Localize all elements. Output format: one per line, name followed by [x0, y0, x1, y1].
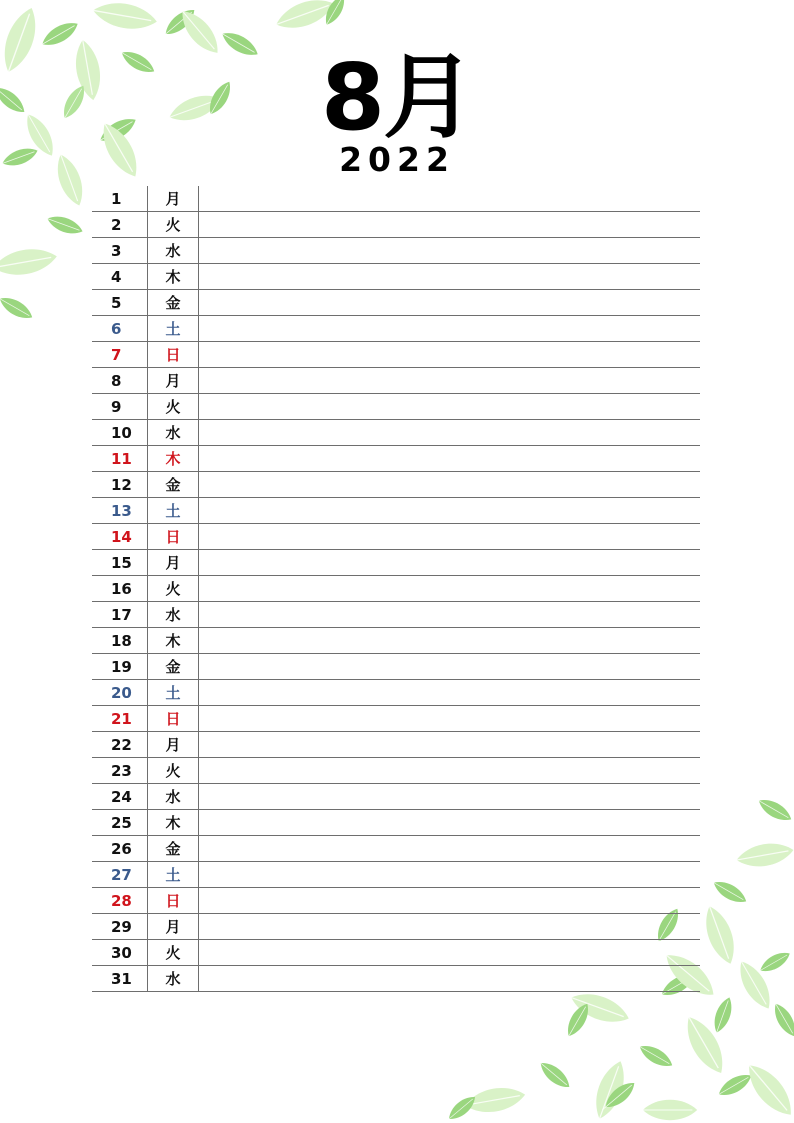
- table-row: [92, 810, 700, 836]
- note-cell[interactable]: [199, 940, 700, 965]
- leaf-icon: [533, 1055, 574, 1093]
- table-row: [92, 316, 700, 342]
- leaf-icon: [728, 839, 794, 872]
- leaf-icon: [767, 996, 794, 1039]
- day-number: 8: [92, 368, 148, 393]
- weekday-label: 月: [148, 368, 199, 393]
- day-number: 26: [92, 836, 148, 861]
- leaf-icon: [696, 896, 741, 968]
- note-cell[interactable]: [199, 342, 700, 367]
- day-number: 19: [92, 654, 148, 679]
- day-number: 13: [92, 498, 148, 523]
- table-row: [92, 966, 700, 992]
- weekday-label: 日: [148, 888, 199, 913]
- table-row: [92, 706, 700, 732]
- table-row: [92, 732, 700, 758]
- day-number: 4: [92, 264, 148, 289]
- note-cell[interactable]: [199, 420, 700, 445]
- day-number: 14: [92, 524, 148, 549]
- day-number: 9: [92, 394, 148, 419]
- table-row: [92, 940, 700, 966]
- day-number: 11: [92, 446, 148, 471]
- day-number: 21: [92, 706, 148, 731]
- note-cell[interactable]: [199, 472, 700, 497]
- note-cell[interactable]: [199, 316, 700, 341]
- leaf-icon: [560, 1000, 593, 1043]
- weekday-label: 水: [148, 238, 199, 263]
- table-row: [92, 602, 700, 628]
- day-number: 27: [92, 862, 148, 887]
- note-cell[interactable]: [199, 264, 700, 289]
- table-row: [92, 836, 700, 862]
- table-row: [92, 888, 700, 914]
- table-row: [92, 238, 700, 264]
- table-row: [92, 472, 700, 498]
- weekday-label: 月: [148, 914, 199, 939]
- note-cell[interactable]: [199, 862, 700, 887]
- leaf-icon: [84, 0, 159, 34]
- table-row: [92, 784, 700, 810]
- note-cell[interactable]: [199, 758, 700, 783]
- weekday-label: 土: [148, 498, 199, 523]
- leaf-icon: [0, 244, 59, 280]
- day-number: 10: [92, 420, 148, 445]
- note-cell[interactable]: [199, 498, 700, 523]
- table-row: [92, 862, 700, 888]
- table-row: [92, 550, 700, 576]
- table-row: [92, 680, 700, 706]
- weekday-label: 金: [148, 290, 199, 315]
- leaf-icon: [632, 1038, 675, 1071]
- note-cell[interactable]: [199, 706, 700, 731]
- weekday-label: 木: [148, 810, 199, 835]
- table-row: [92, 758, 700, 784]
- day-number: 25: [92, 810, 148, 835]
- leaf-icon: [709, 995, 736, 1039]
- weekday-label: 火: [148, 758, 199, 783]
- table-row: [92, 212, 700, 238]
- leaf-icon: [598, 1078, 639, 1116]
- weekday-label: 火: [148, 576, 199, 601]
- weekday-label: 日: [148, 706, 199, 731]
- note-cell[interactable]: [199, 966, 700, 991]
- day-number: 18: [92, 628, 148, 653]
- weekday-label: 日: [148, 524, 199, 549]
- weekday-label: 金: [148, 472, 199, 497]
- day-number: 28: [92, 888, 148, 913]
- day-number: 5: [92, 290, 148, 315]
- note-cell[interactable]: [199, 810, 700, 835]
- year-title: 2022: [339, 140, 455, 179]
- day-number: 2: [92, 212, 148, 237]
- day-number: 6: [92, 316, 148, 341]
- note-cell[interactable]: [199, 576, 700, 601]
- table-row: [92, 524, 700, 550]
- note-cell[interactable]: [199, 394, 700, 419]
- leaf-icon: [319, 0, 349, 31]
- day-number: 23: [92, 758, 148, 783]
- note-cell[interactable]: [199, 914, 700, 939]
- leaf-icon: [751, 792, 794, 825]
- weekday-label: 木: [148, 264, 199, 289]
- note-cell[interactable]: [199, 212, 700, 237]
- table-row: [92, 654, 700, 680]
- note-cell[interactable]: [199, 446, 700, 471]
- day-number: 24: [92, 784, 148, 809]
- table-row: [92, 914, 700, 940]
- weekday-label: 月: [148, 186, 199, 211]
- note-cell[interactable]: [199, 888, 700, 913]
- table-row: [92, 290, 700, 316]
- leaf-icon: [41, 211, 85, 238]
- day-number: 22: [92, 732, 148, 757]
- weekday-label: 月: [148, 732, 199, 757]
- day-number: 29: [92, 914, 148, 939]
- note-cell[interactable]: [199, 836, 700, 861]
- table-row: [92, 446, 700, 472]
- note-cell[interactable]: [199, 680, 700, 705]
- day-number: 31: [92, 966, 148, 991]
- note-cell[interactable]: [199, 290, 700, 315]
- leaf-icon: [675, 1004, 732, 1079]
- weekday-label: 木: [148, 446, 199, 471]
- table-row: [92, 420, 700, 446]
- note-cell[interactable]: [199, 784, 700, 809]
- note-cell[interactable]: [199, 628, 700, 653]
- leaf-icon: [171, 0, 226, 59]
- month-title: 8月: [320, 44, 473, 151]
- table-row: [92, 628, 700, 654]
- day-number: 1: [92, 186, 148, 211]
- leaf-icon: [586, 1057, 631, 1123]
- leaf-icon: [706, 874, 749, 907]
- leaf-icon: [266, 0, 338, 38]
- note-cell[interactable]: [199, 524, 700, 549]
- table-row: [92, 368, 700, 394]
- table-row: [92, 186, 700, 212]
- day-number: 30: [92, 940, 148, 965]
- note-cell[interactable]: [199, 550, 700, 575]
- leaf-icon: [636, 1100, 697, 1120]
- table-row: [92, 576, 700, 602]
- leaf-icon: [158, 5, 199, 43]
- weekday-label: 土: [148, 316, 199, 341]
- day-number: 7: [92, 342, 148, 367]
- weekday-label: 月: [148, 550, 199, 575]
- schedule-table: [92, 186, 700, 992]
- day-number: 17: [92, 602, 148, 627]
- note-cell[interactable]: [199, 654, 700, 679]
- weekday-label: 水: [148, 602, 199, 627]
- note-cell[interactable]: [199, 238, 700, 263]
- weekday-label: 火: [148, 394, 199, 419]
- weekday-label: 水: [148, 966, 199, 991]
- table-row: [92, 498, 700, 524]
- day-number: 3: [92, 238, 148, 263]
- weekday-label: 火: [148, 940, 199, 965]
- weekday-label: 水: [148, 784, 199, 809]
- day-number: 20: [92, 680, 148, 705]
- leaf-icon: [729, 951, 777, 1014]
- note-cell[interactable]: [199, 368, 700, 393]
- table-row: [92, 394, 700, 420]
- day-number: 12: [92, 472, 148, 497]
- weekday-label: 土: [148, 680, 199, 705]
- day-number: 15: [92, 550, 148, 575]
- weekday-label: 金: [148, 654, 199, 679]
- note-cell[interactable]: [199, 602, 700, 627]
- leaf-icon: [754, 948, 793, 978]
- note-cell[interactable]: [199, 732, 700, 757]
- weekday-label: 水: [148, 420, 199, 445]
- leaf-icon: [735, 1052, 794, 1123]
- leaf-icon: [711, 1070, 754, 1103]
- leaf-icon: [0, 290, 36, 323]
- weekday-label: 日: [148, 342, 199, 367]
- table-row: [92, 264, 700, 290]
- day-number: 16: [92, 576, 148, 601]
- weekday-label: 木: [148, 628, 199, 653]
- leaf-icon: [34, 17, 81, 53]
- leaf-icon: [442, 1092, 479, 1123]
- weekday-label: 金: [148, 836, 199, 861]
- table-row: [92, 342, 700, 368]
- weekday-label: 土: [148, 862, 199, 887]
- weekday-label: 火: [148, 212, 199, 237]
- note-cell[interactable]: [199, 186, 700, 211]
- leaf-icon: [456, 1083, 527, 1117]
